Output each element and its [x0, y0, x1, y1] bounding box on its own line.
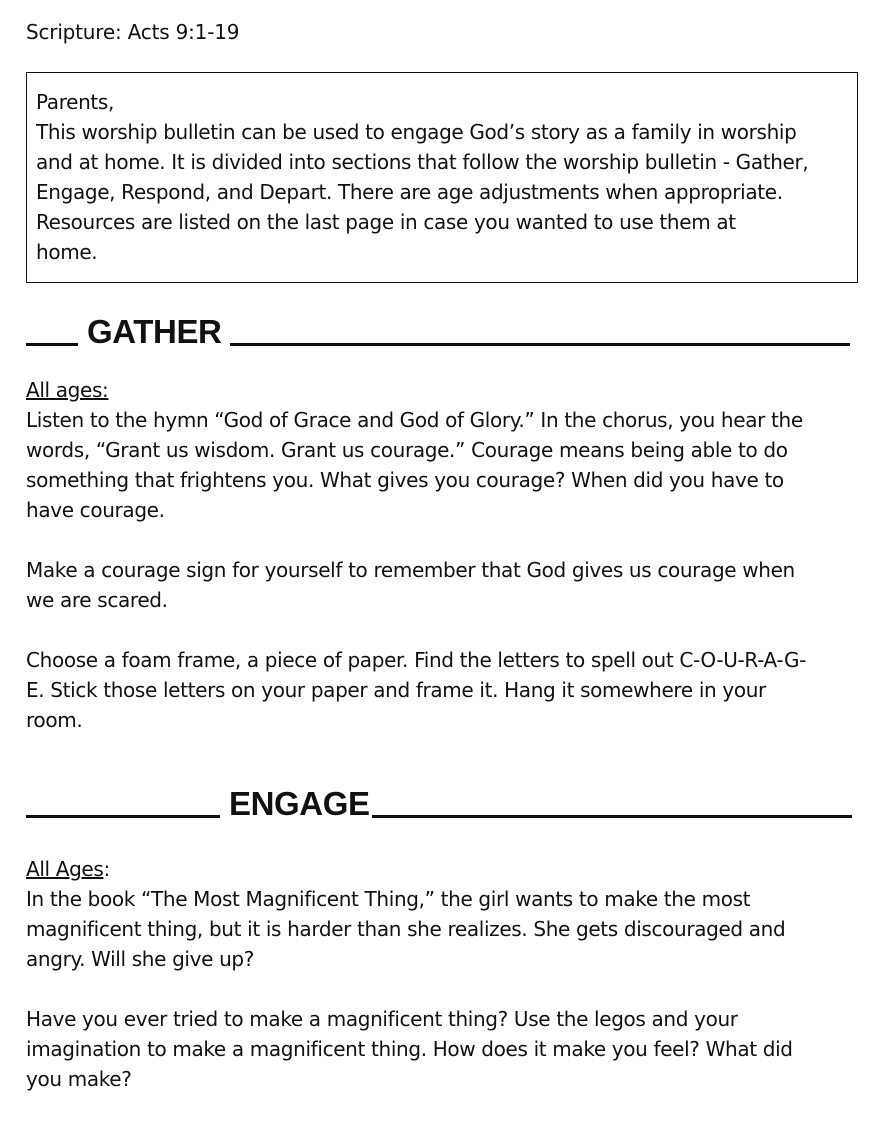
engage-paragraph-1-line: angry. Will she give up?	[26, 947, 255, 971]
gather-paragraph-3-line: room.	[26, 708, 83, 732]
parents-note-line: and at home. It is divided into sections that follow the worship bulletin - Gather,	[36, 150, 809, 174]
parents-note-box	[26, 72, 858, 283]
engage-section	[26, 854, 860, 1094]
engage-paragraph-2-line: imagination to make a magnificent thing. How does it make you feel? What did	[26, 1037, 793, 1061]
heading-rule-left	[26, 815, 220, 818]
engage-age-label: All Ages	[26, 857, 104, 881]
gather-section-heading	[26, 306, 852, 350]
parents-note-line: home.	[36, 240, 98, 264]
heading-rule-right	[372, 815, 852, 818]
gather-paragraph-1-line: Listen to the hymn “God of Grace and God of Glory.” In the chorus, you hear the	[26, 408, 803, 432]
engage-paragraph-1-line: magnificent thing, but it is harder than she realizes. She gets discouraged and	[26, 917, 786, 941]
gather-paragraph-3-line: Choose a foam frame, a piece of paper. Find the letters to spell out C-O-U-R-A-G-	[26, 648, 807, 672]
engage-paragraph-1-line: In the book “The Most Magnificent Thing,” the girl wants to make the most	[26, 887, 751, 911]
gather-heading-text: GATHER	[87, 313, 222, 350]
heading-rule-right	[230, 343, 850, 346]
engage-heading-text: ENGAGE	[229, 785, 370, 822]
parents-note-line: Parents,	[36, 90, 115, 114]
gather-age-label: All ages:	[26, 378, 109, 402]
gather-paragraph-1-line: have courage.	[26, 498, 165, 522]
engage-paragraph-2-line: you make?	[26, 1067, 132, 1091]
gather-paragraph-2-line: Make a courage sign for yourself to remember that God gives us courage when	[26, 558, 795, 582]
gather-paragraph-3-line: E. Stick those letters on your paper and frame it. Hang it somewhere in your	[26, 678, 766, 702]
engage-paragraph-2-line: Have you ever tried to make a magnificent thing? Use the legos and your	[26, 1007, 738, 1031]
gather-paragraph-2-line: we are scared.	[26, 588, 168, 612]
heading-rule-left	[26, 343, 78, 346]
parents-note-line: Resources are listed on the last page in case you wanted to use them at	[36, 210, 736, 234]
engage-age-label-colon: :	[103, 857, 110, 881]
scripture-reference: Scripture: Acts 9:1-19	[26, 20, 240, 44]
engage-section-heading	[26, 778, 852, 822]
parents-note-line: This worship bulletin can be used to engage God’s story as a family in worship	[36, 120, 797, 144]
gather-paragraph-1-line: words, “Grant us wisdom. Grant us courage.” Courage means being able to do	[26, 438, 788, 462]
gather-section	[26, 375, 860, 735]
gather-paragraph-1-line: something that frightens you. What gives you courage? When did you have to	[26, 468, 784, 492]
parents-note-line: Engage, Respond, and Depart. There are age adjustments when appropriate.	[36, 180, 783, 204]
